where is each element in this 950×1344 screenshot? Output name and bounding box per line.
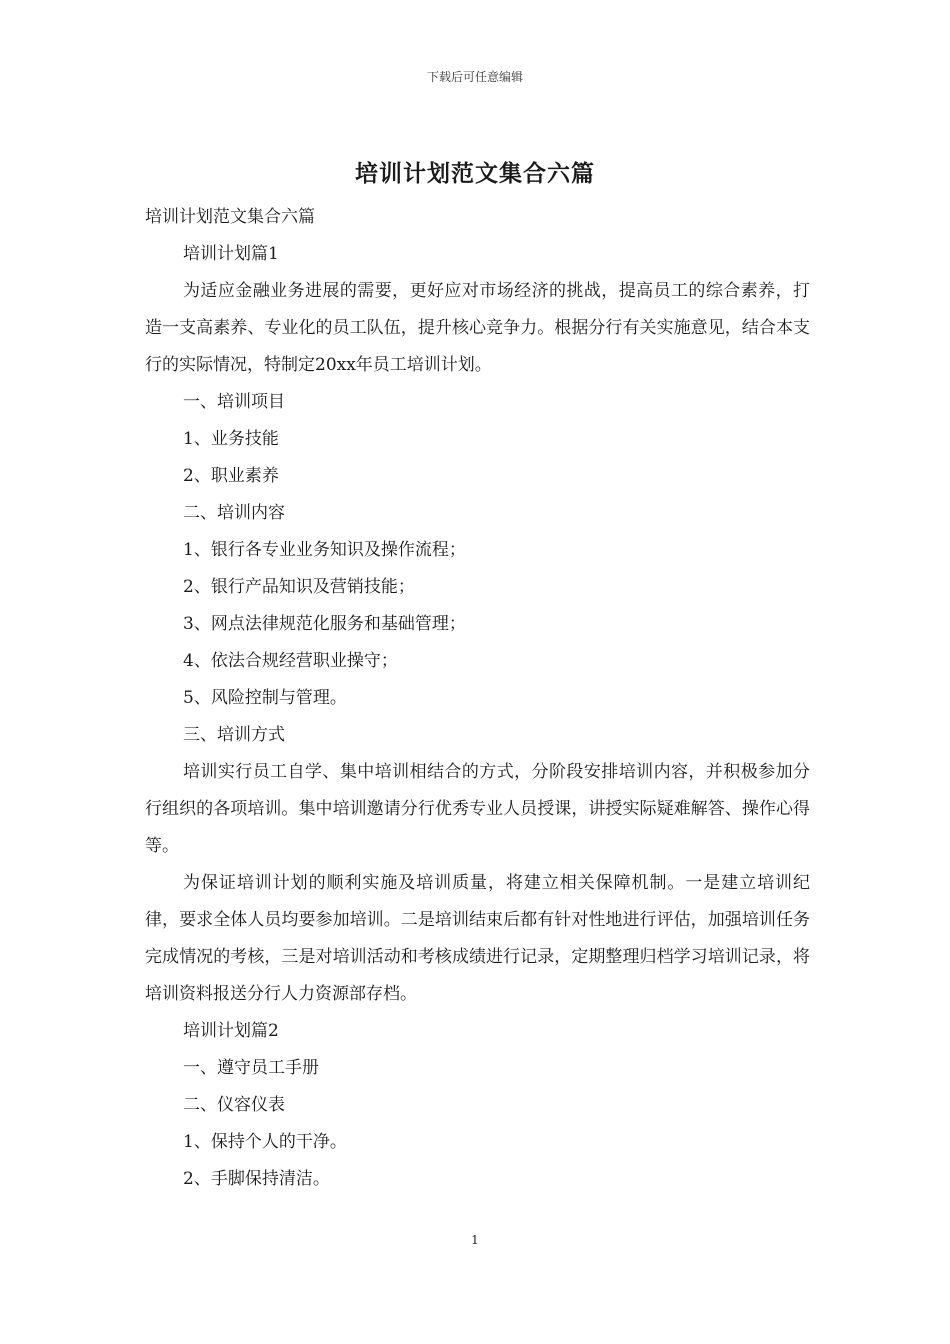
paragraph: 培训实行员工自学、集中培训相结合的方式，分阶段安排培训内容，并积极参加分行组织的各项培训。集中培训邀请分行优秀专业人员授课，讲授实际疑难解答、操作心得等。 [145,762,810,856]
paragraph: 为保证培训计划的顺利实施及培训质量，将建立相关保障机制。一是建立培训纪律，要求全体人员均要参加培训。二是培训结束后都有针对性地进行评估，加强培训任务完成情况的考核，三是对培训活动和考核成绩进行记录，定期整理归档学习培训记录，将培训资料报送分行人力资源部存档。 [145,873,810,1004]
section-heading: 二、仪容仪表 [183,1095,285,1115]
section-heading: 培训计划篇2 [183,1021,279,1041]
list-item: 4、依法合规经营职业操守； [183,651,398,671]
paragraph: 培训计划范文集合六篇 [145,207,315,227]
section-heading: 二、培训内容 [183,503,285,523]
list-item: 3、网点法律规范化服务和基础管理； [183,614,466,634]
list-item: 1、银行各专业业务知识及操作流程； [183,540,466,560]
page-number: 1 [471,1233,479,1247]
section-heading: 培训计划篇1 [183,244,279,264]
paragraph: 为适应金融业务进展的需要，更好应对市场经济的挑战，提高员工的综合素养，打造一支高素养、专业化的员工队伍，提升核心竞争力。根据分行有关实施意见，结合本支行的实际情况，特制定20xx年员工培训计划。 [145,281,810,375]
list-item: 2、手脚保持清洁。 [183,1169,330,1189]
list-item: 2、职业素养 [183,466,279,486]
list-item: 5、风险控制与管理。 [183,688,347,708]
document-title: 培训计划范文集合六篇 [355,160,595,187]
list-item: 1、保持个人的干净。 [183,1132,347,1152]
section-heading: 一、遵守员工手册 [183,1058,319,1078]
page-header-note: 下载后可任意编辑 [426,70,523,84]
document-body [145,199,810,1198]
section-heading: 一、培训项目 [183,392,285,412]
list-item: 1、业务技能 [183,429,279,449]
section-heading: 三、培训方式 [183,725,285,745]
list-item: 2、银行产品知识及营销技能； [183,577,415,597]
